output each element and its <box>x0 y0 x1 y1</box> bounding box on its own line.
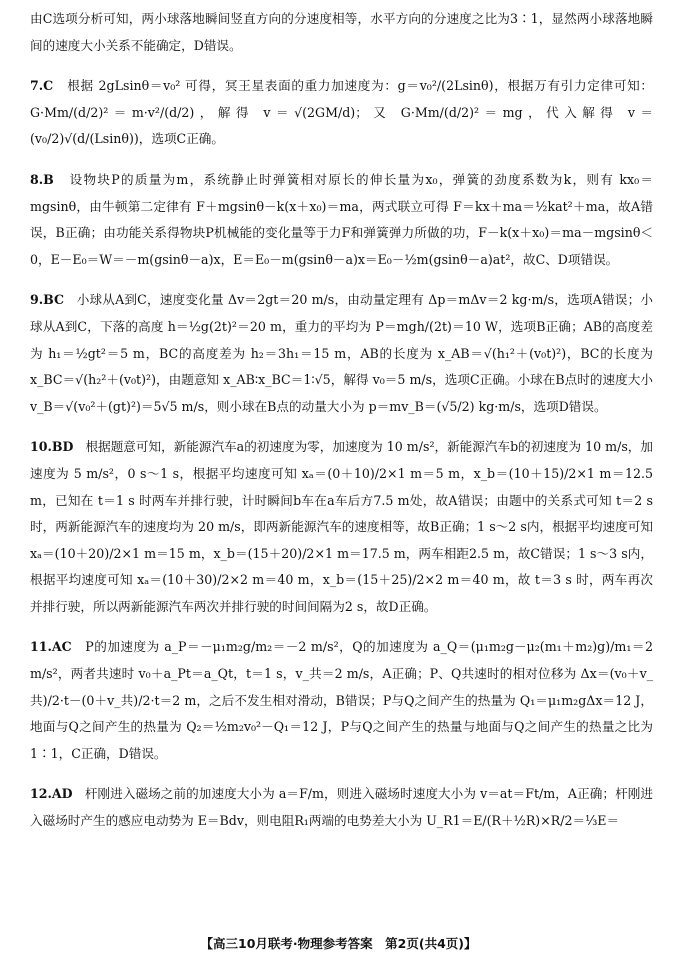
answer-text: 根据题意可知，新能源汽车a的初速度为零，加速度为 10 m/s²，新能源汽车b的初速度为 10 m/s，加速度为 5 m/s²，0 s～1 s，根据平均速度可知 xₐ＝(0＋10)/2×1 m＝5 m，x_b＝(10＋15)/2×1 m＝12.5 m，已知在 t＝1 s 时两车并排行驶，计时瞬间b车在a车后方7.5 m处，故A错误；由题中的关系式可知 t＝2 s 时，两新能源汽车的速度均为 20 m/s，即两新能源汽车的速度相等，故B正确；1 s～2 s内，根据平均速度可知 xₐ＝(10＋20)/2×1 m＝15 m，x_b＝(15＋20)/2×1 m＝17.5 m，两车相距2.5 m，故C错误；1 s～3 s内，根据平均速度可知 xₐ＝(10＋30)/2×2 m＝40 m，x_b＝(15＋25)/2×2 m＝40 m，故 t＝3 s 时，两车再次并排行驶，所以两新能源汽车两次并排行驶的时间间隔为2 s，故D正确。 <box>30 439 653 614</box>
page-footer: 【高三10月联考·物理参考答案 第2页(共4页)】 <box>200 936 477 951</box>
answer-9 <box>30 287 653 420</box>
answer-8 <box>30 167 653 273</box>
answer-number: 12.AD <box>30 786 73 802</box>
answer-text: 杆刚进入磁场之前的加速度大小为 a＝F/m，则进入磁场时速度大小为 v＝at＝Ft/m，A正确；杆刚进入磁场时产生的感应电动势为 E＝Bdv，则电阻R₁两端的电势差大小为 U_R1＝E/(R＋½R)×R/2＝⅓E＝ <box>30 786 653 829</box>
answer-10 <box>30 434 653 620</box>
answer-7 <box>30 73 653 153</box>
answer-text: P的加速度为 a_P＝－μ₁m₂g/m₂＝－2 m/s²，Q的加速度为 a_Q＝(μ₁m₂g－μ₂(m₁＋m₂)g)/m₁＝2 m/s²，两者共速时 v₀＋a_Pt＝a_Qt，t＝1 s，v_共＝2 m/s，A正确；P、Q共速时的相对位移为 Δx＝(v₀＋v_共)/2·t－(0＋v_共)/2·t＝2 m，之后不发生相对滑动，B错误；P与Q之间产生的热量为 Q₁＝μ₁m₂gΔx＝12 J，地面与Q之间产生的热量为 Q₂＝½m₂v₀²－Q₁＝12 J，P与Q之间产生的热量与地面与Q之间产生的热量之比为1∶1，C正确，D错误。 <box>30 639 654 761</box>
answer-12 <box>30 781 653 834</box>
answer-text: 设物块P的质量为m，系统静止时弹簧相对原长的伸长量为x₀，弹簧的劲度系数为k，则有 kx₀＝mgsinθ，由牛顿第二定律有 F＋mgsinθ－k(x＋x₀)＝ma，两式联立可得 F＝kx＋ma＝½kat²＋ma，故A错误，B正确；由功能关系得物块P机械能的变化量等于力F和弹簧弹力所做的功，F－k(x＋x₀)＝ma－mgsinθ＜0，E－E₀＝W＝－m(gsinθ－a)x，E＝E₀－m(gsinθ－a)x＝E₀－½m(gsinθ－a)at²，故C、D项错误。 <box>30 171 653 267</box>
answer-number: 10.BD <box>30 439 74 455</box>
answer-number: 7.C <box>30 78 54 94</box>
answer-number: 11.AC <box>30 639 72 655</box>
paragraph-6-tail <box>30 6 653 59</box>
answer-text: 小球从A到C，速度变化量 Δv＝2gt＝20 m/s，由动量定理有 Δp＝mΔv＝2 kg·m/s，选项A错误；小球从A到C，下落的高度 h＝½g(2t)²＝20 m，重力的平均为 P＝mgh/(2t)＝10 W，选项B正确；AB的高度差为 h₁＝½gt²＝5 m，BC的高度差为 h₂＝3h₁＝15 m，AB的长度为 x_AB＝√(h₁²＋(v₀t)²)，BC的长度为 x_BC＝√(h₂²＋(v₀t)²)，由题意知 x_AB∶x_BC＝1∶√5，解得 v₀＝5 m/s，选项C正确。小球在B点时的速度大小 v_B＝√(v₀²＋(gt)²)＝5√5 m/s，则小球在B点的动量大小为 p＝mv_B＝(√5/2) kg·m/s，选项D错误。 <box>30 292 653 414</box>
answer-number: 9.BC <box>30 292 65 308</box>
answer-number: 8.B <box>30 171 54 187</box>
answer-text: 根据 2gLsinθ＝v₀² 可得，冥王星表面的重力加速度为：g＝v₀²/(2Lsinθ)，根据万有引力定律可知：G·Mm/(d/2)²＝m·v²/(d/2)，解得 v＝√(2GM/d)；又 G·Mm/(d/2)²＝mg，代入解得 v＝(v₀/2)√(d/(Lsinθ))，选项C正确。 <box>30 78 653 147</box>
answer-11 <box>30 634 653 767</box>
paragraph-text: 由C选项分析可知，两小球落地瞬间竖直方向的分速度相等，水平方向的分速度之比为3∶1，显然两小球落地瞬间的速度大小关系不能确定，D错误。 <box>30 11 653 53</box>
